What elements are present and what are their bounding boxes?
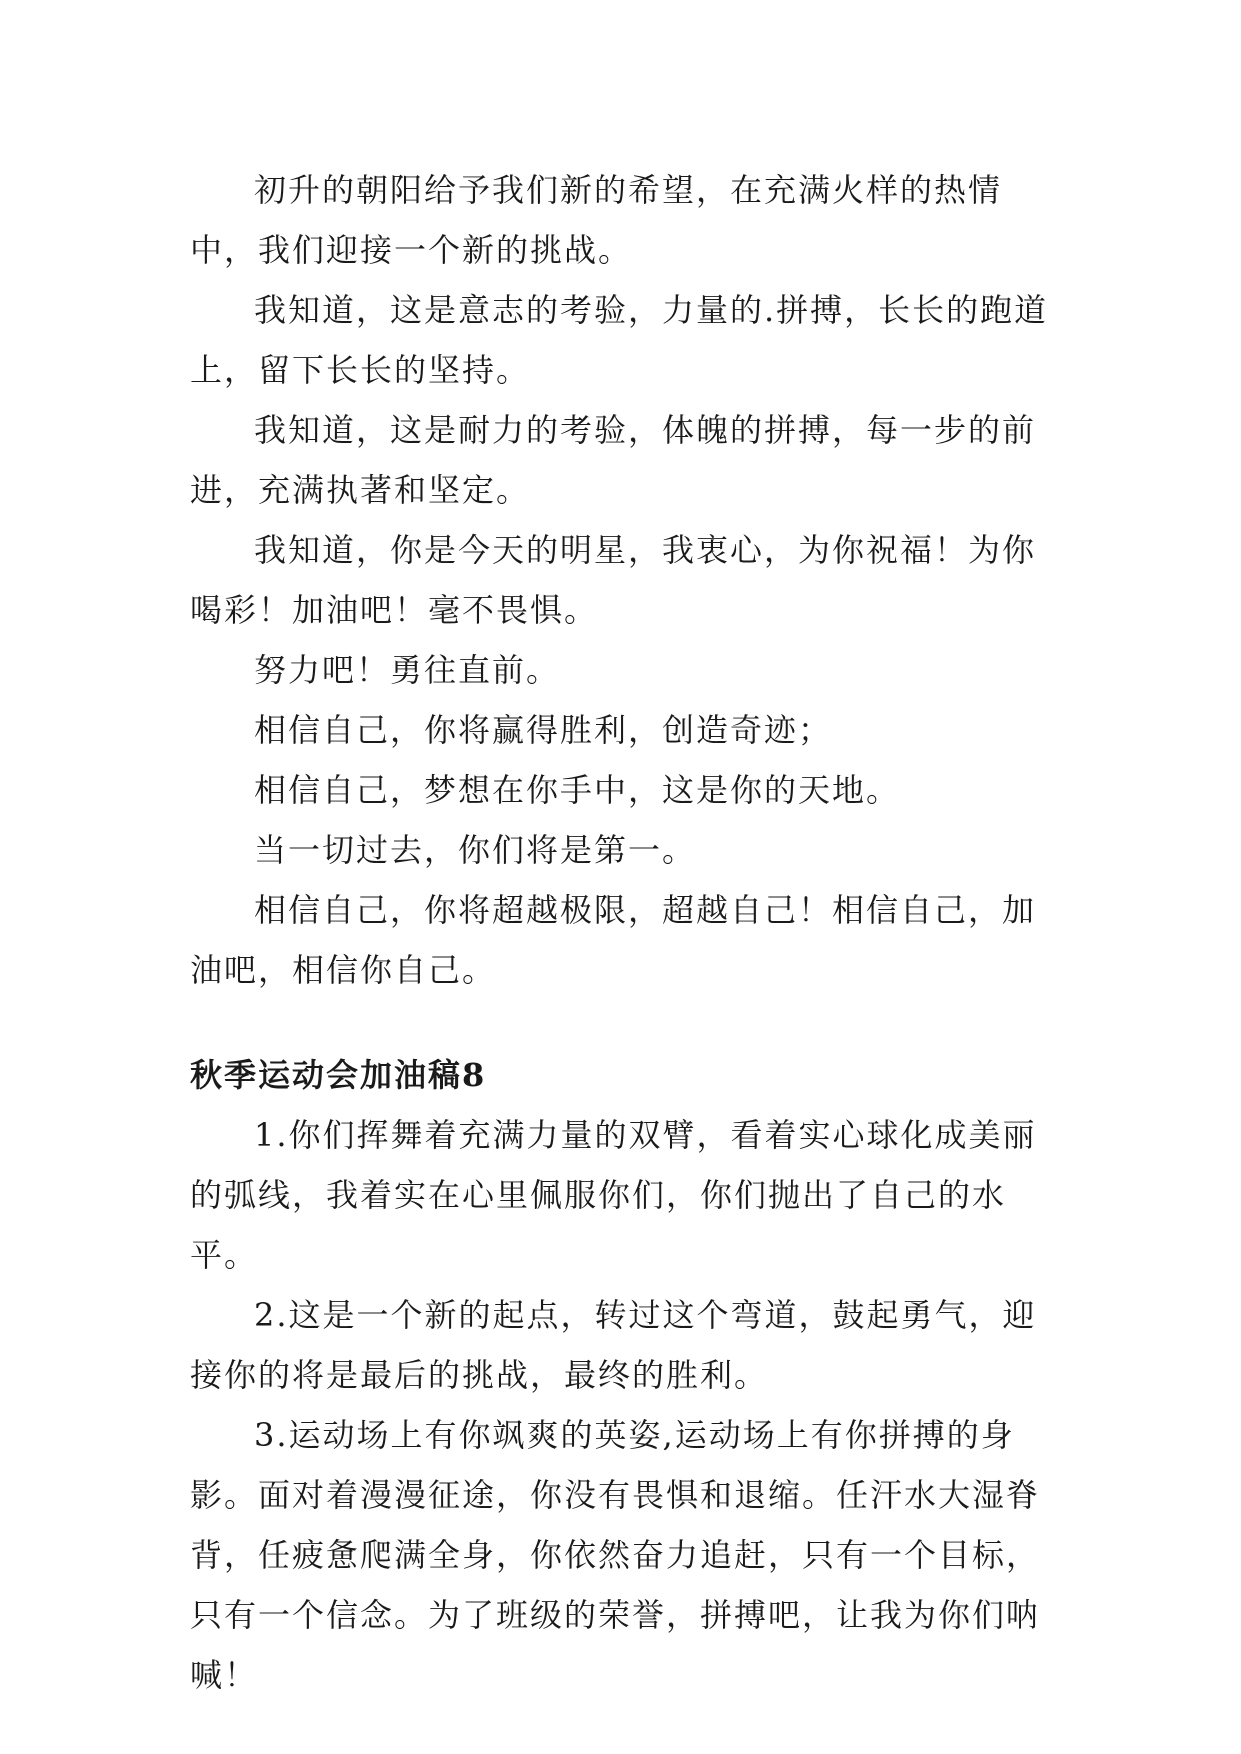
paragraph: 当一切过去，你们将是第一。 — [254, 831, 697, 869]
paragraph: 相信自己，梦想在你手中，这是你的天地。 — [254, 771, 901, 809]
paragraph: 努力吧！勇往直前。 — [254, 651, 561, 689]
paragraph: 2.这是一个新的起点，转过这个弯道，鼓起勇气，迎接你的将是最后的挑战，最终的胜利。 — [190, 1296, 1037, 1394]
paragraph: 相信自己，你将赢得胜利，创造奇迹； — [254, 711, 833, 749]
paragraph: 我知道，你是今天的明星，我衷心，为你祝福！为你喝彩！加油吧！毫不畏惧。 — [190, 531, 1037, 629]
paragraph: 1.你们挥舞着充满力量的双臂，看着实心球化成美丽的弧线，我着实在心里佩服你们，你们抛出了自己的水平。 — [190, 1116, 1037, 1274]
paragraph: 相信自己，你将超越极限，超越自己！相信自己，加油吧，相信你自己。 — [190, 891, 1037, 989]
paragraph: 我知道，这是意志的考验，力量的.拼搏，长长的跑道上，留下长长的坚持。 — [190, 291, 1049, 389]
paragraph: 初升的朝阳给予我们新的希望，在充满火样的热情中，我们迎接一个新的挑战。 — [190, 171, 1003, 269]
paragraph: 我知道，这是耐力的考验，体魄的拼搏，每一步的前进，充满执著和坚定。 — [190, 411, 1037, 509]
paragraph: 3.运动场上有你飒爽的英姿,运动场上有你拼搏的身影。面对着漫漫征途，你没有畏惧和退缩。任汗水大湿脊背，任疲惫爬满全身，你依然奋力追赶，只有一个目标，只有一个信念。为了班级的荣誉，拼搏吧，让我为你们呐喊！ — [190, 1416, 1041, 1694]
document-body — [190, 160, 1060, 1705]
section-heading: 秋季运动会加油稿8 — [190, 1056, 487, 1094]
